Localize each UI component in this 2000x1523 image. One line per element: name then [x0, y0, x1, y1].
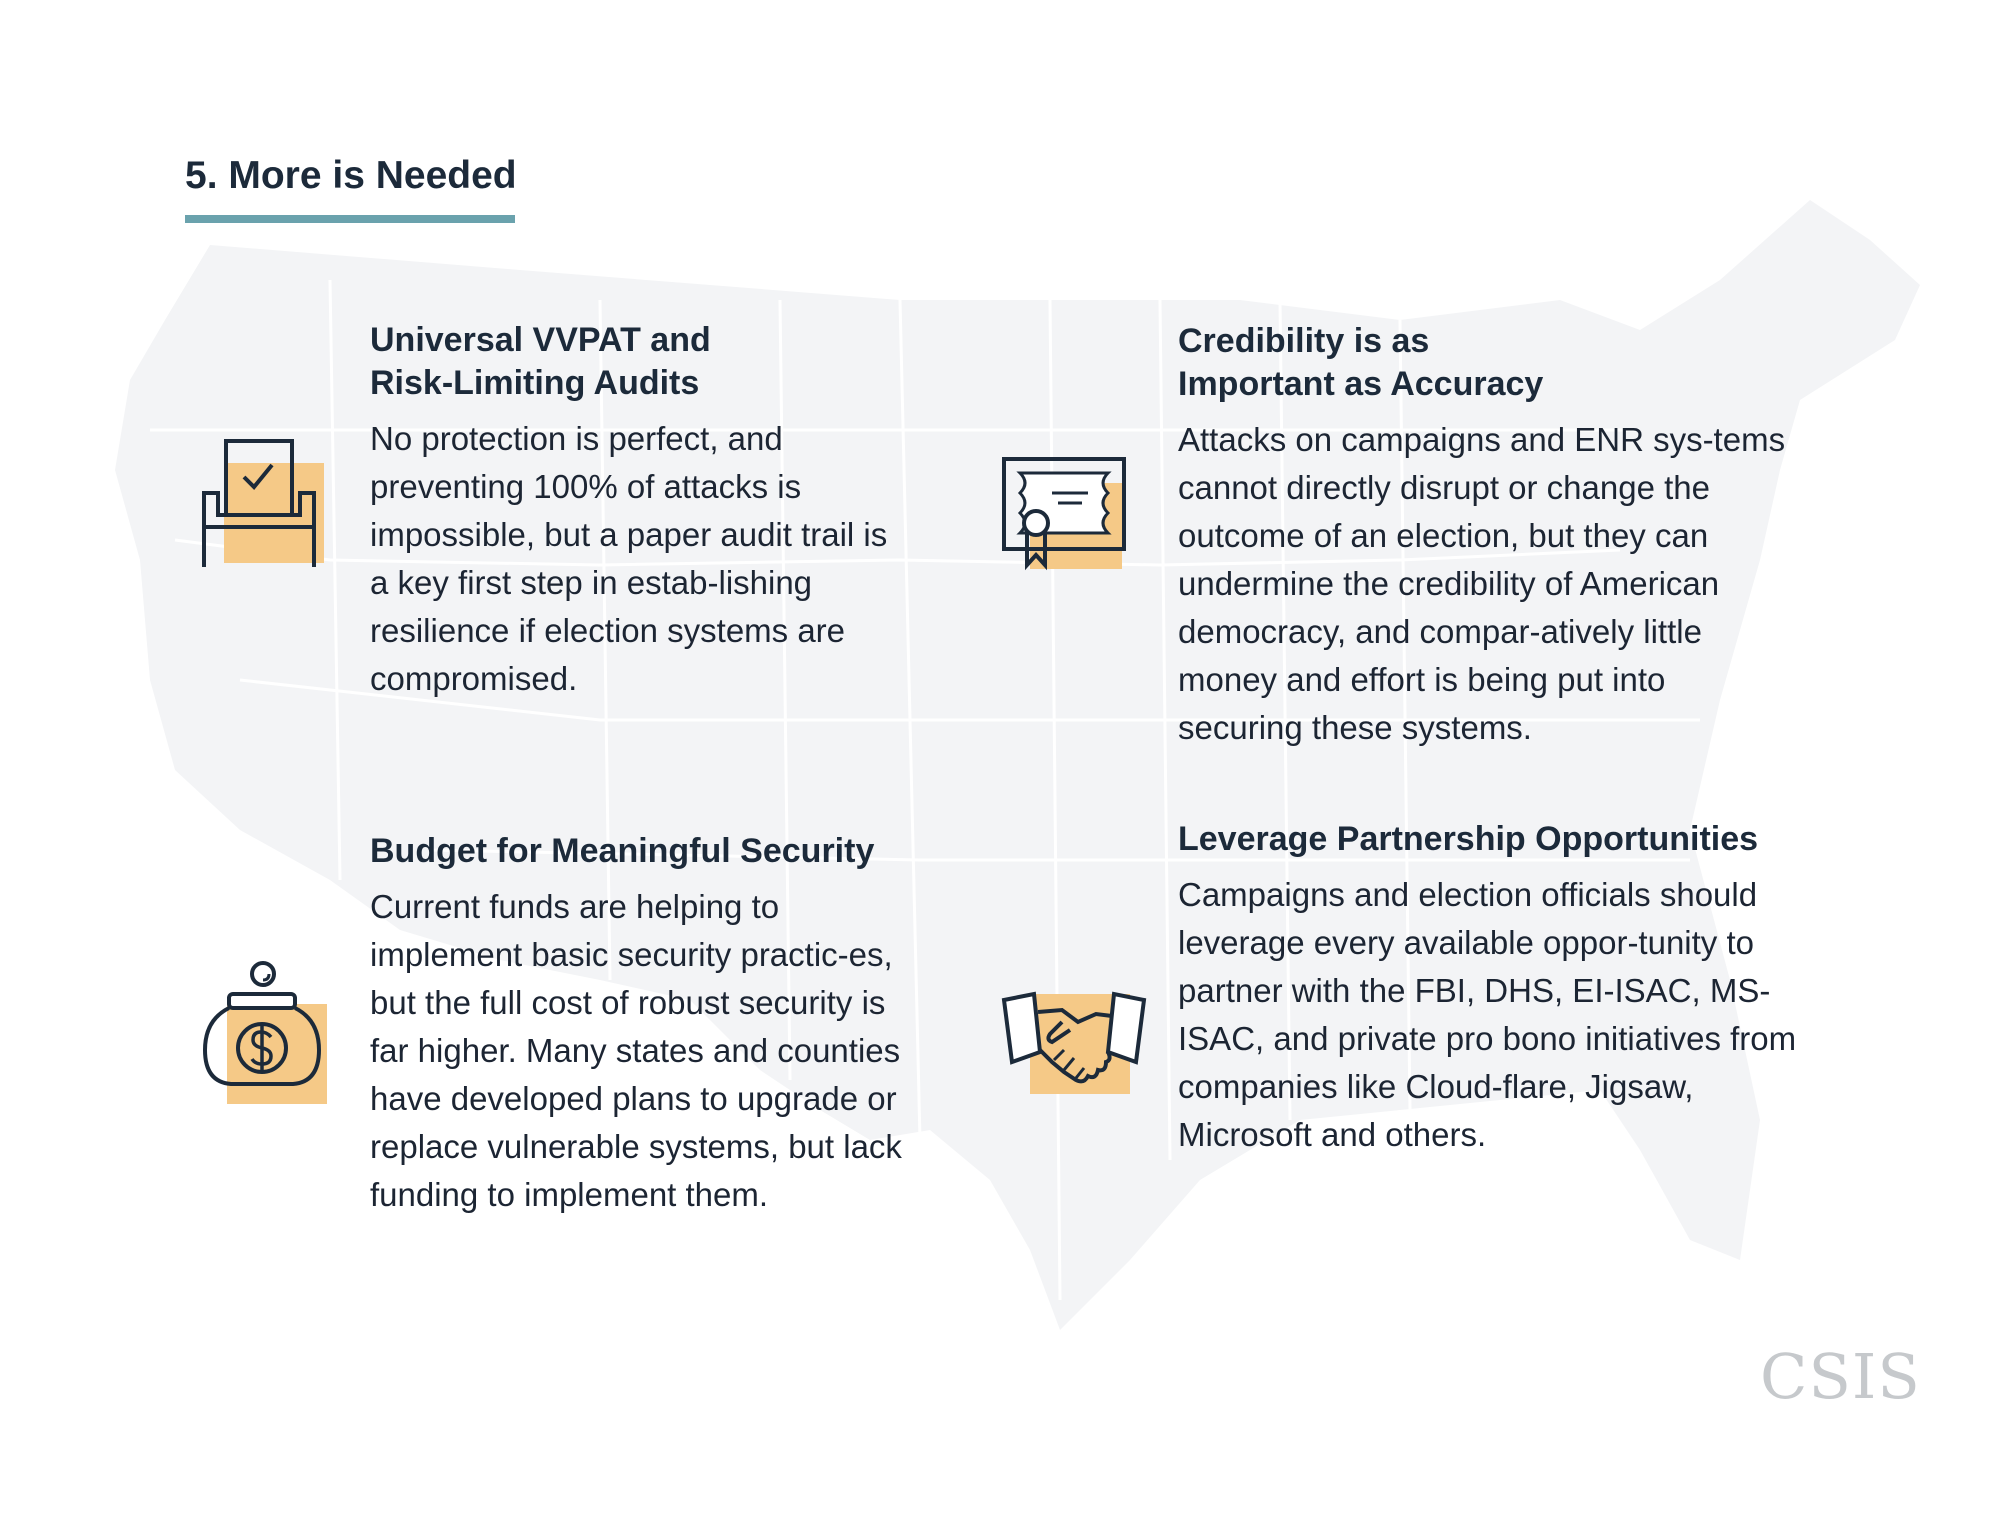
- item-credibility: [1178, 320, 1798, 752]
- item-credibility-heading: [1178, 320, 1798, 406]
- section-title: 5. More is Needed: [185, 154, 517, 197]
- item-budget-heading-line1: Budget for Meaningful Security: [370, 832, 875, 870]
- item-budget: [370, 830, 930, 1219]
- item-vvpat-heading-line2: Risk-Limiting Audits: [370, 364, 700, 402]
- item-vvpat-heading: [370, 319, 900, 405]
- item-credibility-body: Attacks on campaigns and ENR sys-tems cannot directly disrupt or change the outcome of an election, but they can undermine the credibility of American democracy, and compar-atively little money and effort is being put into securing these systems.: [1178, 421, 1786, 746]
- item-partnership-heading-line1: Leverage Partnership Opportunities: [1178, 820, 1759, 858]
- item-partnership: [1178, 818, 1818, 1159]
- item-vvpat: [370, 319, 900, 703]
- item-partnership-body: Campaigns and election officials should leverage every available oppor-tunity to partner with the FBI, DHS, EI-ISAC, MS-ISAC, and private pro bono initiatives from companies like Cloud-flare, Jigsaw, Microsoft and others.: [1178, 876, 1797, 1153]
- handshake-icon: [1000, 990, 1148, 1100]
- csis-logo: CSIS: [1760, 1340, 1921, 1413]
- certificate-icon: [1000, 455, 1130, 575]
- item-credibility-heading-line1: Credibility is as: [1178, 322, 1430, 360]
- item-budget-body: Current funds are helping to implement basic security practic-es, but the full cost of robust security is far higher. Many states and counties have developed plans to upgrade or replace vulnerable systems, but lack funding to implement them.: [370, 888, 902, 1213]
- title-underline: [185, 215, 515, 223]
- item-credibility-heading-line2: Important as Accuracy: [1178, 365, 1544, 403]
- item-vvpat-heading-line1: Universal VVPAT and: [370, 321, 711, 359]
- money-jar-icon: [203, 960, 333, 1105]
- item-vvpat-body: No protection is perfect, and preventing 100% of attacks is impossible, but a paper audit trail is a key first step in estab-lishing resilience if election systems are compromised.: [370, 420, 888, 697]
- ballot-box-icon: [200, 435, 330, 570]
- item-budget-heading: [370, 830, 930, 873]
- item-partnership-heading: [1178, 818, 1818, 861]
